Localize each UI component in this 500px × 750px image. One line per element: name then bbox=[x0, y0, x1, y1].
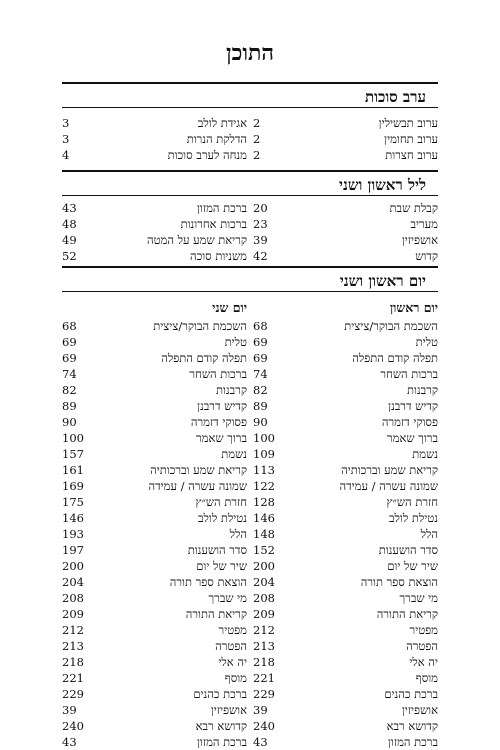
toc-entry-page-number: 218 bbox=[253, 655, 275, 669]
toc-entry bbox=[253, 200, 438, 216]
toc-entry-page-number: 39 bbox=[62, 703, 77, 717]
toc-entry bbox=[253, 318, 438, 334]
toc-entry-page-number: 209 bbox=[62, 607, 84, 621]
toc-entry-page-number: 240 bbox=[62, 719, 84, 733]
section-heading-first-second-night: ליל ראשון ושני bbox=[62, 170, 438, 196]
toc-entry-label: יה אלי bbox=[218, 655, 247, 669]
toc-entry bbox=[253, 398, 438, 414]
toc-entry-label: תפלה קודם התפלה bbox=[352, 351, 438, 365]
section-heading-erev-sukkot: ערב סוכות bbox=[62, 82, 438, 108]
toc-entry-label: שיר של יום bbox=[196, 559, 247, 573]
toc-entry-page-number: 68 bbox=[62, 319, 77, 333]
toc-entry-label: ברכות השחר bbox=[189, 367, 247, 381]
toc-entry-page-number: 197 bbox=[62, 543, 84, 557]
toc-entry-page-number: 213 bbox=[253, 639, 275, 653]
toc-entry-label: משניות סוכה bbox=[189, 249, 247, 263]
toc-column-day-left bbox=[62, 318, 247, 750]
toc-entry-page-number: 161 bbox=[62, 463, 84, 477]
toc-entry-label: מי שברך bbox=[208, 591, 247, 605]
toc-entry bbox=[62, 494, 247, 510]
toc-entry bbox=[62, 430, 247, 446]
toc-entry-label: שמונה עשרה / עמידה bbox=[148, 479, 247, 493]
toc-entry-page-number: 218 bbox=[62, 655, 84, 669]
toc-entry bbox=[253, 494, 438, 510]
toc-entry-label: ברוך שאמר bbox=[387, 431, 438, 445]
toc-entry-page-number: 2 bbox=[253, 148, 261, 162]
toc-entry-label: מי שברך bbox=[399, 591, 438, 605]
toc-entry bbox=[62, 622, 247, 638]
toc-entry-label: קדושא רבא bbox=[386, 719, 438, 733]
toc-entry-page-number: 90 bbox=[62, 415, 77, 429]
toc-entry-label: השכמת הבוקר/ציצית bbox=[153, 319, 247, 333]
toc-entry bbox=[253, 350, 438, 366]
toc-entry bbox=[62, 606, 247, 622]
toc-entry bbox=[62, 350, 247, 366]
toc-entry-page-number: 209 bbox=[253, 607, 275, 621]
toc-entry bbox=[253, 686, 438, 702]
toc-entry bbox=[62, 478, 247, 494]
toc-entry bbox=[62, 654, 247, 670]
toc-entry-page-number: 229 bbox=[62, 687, 84, 701]
toc-entry-page-number: 240 bbox=[253, 719, 275, 733]
toc-entry-page-number: 20 bbox=[253, 201, 268, 215]
toc-entry bbox=[62, 414, 247, 430]
toc-entry-label: ברכת המזון bbox=[197, 735, 247, 749]
toc-entry bbox=[253, 478, 438, 494]
toc-entry bbox=[62, 590, 247, 606]
toc-entry bbox=[253, 702, 438, 718]
toc-entry-label: פסוקי דזמרה bbox=[381, 415, 438, 429]
toc-entry bbox=[62, 638, 247, 654]
toc-entry-page-number: 2 bbox=[253, 132, 261, 146]
toc-entry-page-number: 212 bbox=[62, 623, 84, 637]
toc-entry-label: חזרת הש״ץ bbox=[195, 495, 247, 509]
toc-entry-label: הלל bbox=[420, 527, 438, 541]
toc-entry bbox=[253, 232, 438, 248]
toc-entry bbox=[253, 115, 438, 131]
toc-entry bbox=[62, 366, 247, 382]
toc-entry bbox=[253, 462, 438, 478]
toc-entry-label: ברכת המזון bbox=[197, 201, 247, 215]
toc-entry-label: מפטיר bbox=[218, 623, 247, 637]
toc-entry-page-number: 113 bbox=[253, 463, 275, 477]
toc-entry bbox=[62, 670, 247, 686]
toc-entry-label: ערוב תחומין bbox=[384, 132, 438, 146]
toc-entry bbox=[253, 446, 438, 462]
toc-entry bbox=[62, 542, 247, 558]
toc-entry-page-number: 69 bbox=[253, 335, 268, 349]
toc-entry-page-number: 48 bbox=[62, 217, 77, 231]
page-title: התוכן bbox=[225, 40, 275, 66]
toc-entry bbox=[62, 462, 247, 478]
toc-entry-label: ברוך שאמר bbox=[196, 431, 247, 445]
toc-entry-label: מעריב bbox=[410, 217, 438, 231]
toc-entry bbox=[62, 248, 247, 264]
toc-entry-page-number: 146 bbox=[253, 511, 275, 525]
toc-entry-page-number: 109 bbox=[253, 447, 275, 461]
toc-entry bbox=[253, 734, 438, 750]
toc-column-night-right bbox=[253, 200, 438, 264]
toc-entry-page-number: 193 bbox=[62, 527, 84, 541]
toc-entry-label: מוסף bbox=[224, 671, 247, 685]
toc-entry-label: קבלת שבת bbox=[389, 201, 438, 215]
toc-entry-label: קריאת התורה bbox=[185, 607, 247, 621]
toc-entry-page-number: 3 bbox=[62, 132, 70, 146]
toc-entry-label: שיר של יום bbox=[387, 559, 438, 573]
toc-entry bbox=[253, 430, 438, 446]
toc-entry-label: הוצאת ספר תורה bbox=[169, 575, 247, 589]
toc-entry-label: קדושא רבא bbox=[195, 719, 247, 733]
toc-entry-label: ברכות אחרונות bbox=[180, 217, 247, 231]
toc-entry-label: נשמת bbox=[221, 447, 247, 461]
toc-entry-label: השכמת הבוקר/ציצית bbox=[344, 319, 438, 333]
toc-entry-label: ברכות השחר bbox=[380, 367, 438, 381]
toc-entry bbox=[62, 200, 247, 216]
toc-entry bbox=[253, 382, 438, 398]
toc-entry bbox=[62, 734, 247, 750]
toc-entry-page-number: 69 bbox=[62, 335, 77, 349]
toc-entry-page-number: 169 bbox=[62, 479, 84, 493]
toc-entry-label: ערוב חצרות bbox=[385, 148, 438, 162]
toc-entry bbox=[62, 558, 247, 574]
toc-entry-page-number: 90 bbox=[253, 415, 268, 429]
toc-entry bbox=[62, 115, 247, 131]
toc-entry bbox=[253, 638, 438, 654]
toc-entry-label: הוצאת ספר תורה bbox=[360, 575, 438, 589]
toc-entry-label: הלל bbox=[229, 527, 247, 541]
toc-entry-page-number: 208 bbox=[62, 591, 84, 605]
toc-entry bbox=[62, 232, 247, 248]
toc-entry-page-number: 43 bbox=[62, 201, 77, 215]
toc-entry-label: חזרת הש״ץ bbox=[386, 495, 438, 509]
toc-entry-page-number: 42 bbox=[253, 249, 268, 263]
toc-entry-label: מוסף bbox=[415, 671, 438, 685]
toc-entry-page-number: 100 bbox=[253, 431, 275, 445]
toc-entry-label: הדלקת הנרות bbox=[186, 132, 247, 146]
toc-entry-page-number: 200 bbox=[253, 559, 275, 573]
toc-entry bbox=[253, 414, 438, 430]
toc-entry-page-number: 229 bbox=[253, 687, 275, 701]
toc-entry-label: נטילת לולב bbox=[389, 511, 438, 525]
toc-entry-page-number: 213 bbox=[62, 639, 84, 653]
toc-entry-page-number: 39 bbox=[253, 233, 268, 247]
toc-entry bbox=[253, 654, 438, 670]
toc-entry bbox=[253, 248, 438, 264]
toc-entry bbox=[62, 131, 247, 147]
toc-entry-label: נטילת לולב bbox=[198, 511, 247, 525]
toc-entry-page-number: 43 bbox=[253, 735, 268, 749]
toc-entry-page-number: 39 bbox=[253, 703, 268, 717]
toc-entry bbox=[62, 334, 247, 350]
toc-entry-page-number: 74 bbox=[253, 367, 268, 381]
toc-entry-label: ערוב תבשילין bbox=[378, 116, 438, 130]
toc-entry-page-number: 68 bbox=[253, 319, 268, 333]
toc-entry bbox=[253, 526, 438, 542]
toc-entry-page-number: 89 bbox=[253, 399, 268, 413]
toc-entry bbox=[62, 526, 247, 542]
toc-entry-label: סדר הושענות bbox=[378, 543, 438, 557]
toc-entry-page-number: 208 bbox=[253, 591, 275, 605]
toc-entry-page-number: 148 bbox=[253, 527, 275, 541]
section-heading-first-second-day: יום ראשון ושני bbox=[62, 266, 438, 292]
toc-entry-page-number: 89 bbox=[62, 399, 77, 413]
toc-entry bbox=[62, 718, 247, 734]
toc-entry-label: יה אלי bbox=[409, 655, 438, 669]
toc-entry bbox=[253, 574, 438, 590]
toc-entry-label: טלית bbox=[224, 335, 247, 349]
toc-column-erev-right bbox=[253, 115, 438, 163]
toc-entry bbox=[253, 718, 438, 734]
toc-entry-label: פסוקי דזמרה bbox=[190, 415, 247, 429]
toc-entry-page-number: 69 bbox=[253, 351, 268, 365]
toc-entry bbox=[253, 131, 438, 147]
toc-entry bbox=[62, 318, 247, 334]
toc-entry-page-number: 82 bbox=[62, 383, 77, 397]
toc-entry bbox=[253, 334, 438, 350]
toc-column-night-left bbox=[62, 200, 247, 264]
toc-entry-page-number: 43 bbox=[62, 735, 77, 749]
toc-entry-page-number: 128 bbox=[253, 495, 275, 509]
toc-entry-page-number: 100 bbox=[62, 431, 84, 445]
toc-entry-page-number: 4 bbox=[62, 148, 70, 162]
toc-entry-page-number: 221 bbox=[62, 671, 84, 685]
column-heading-first-day: יום ראשון bbox=[389, 300, 438, 315]
toc-entry bbox=[253, 558, 438, 574]
toc-entry-label: אושפיזין bbox=[401, 233, 438, 247]
toc-entry-page-number: 221 bbox=[253, 671, 275, 685]
toc-entry-page-number: 152 bbox=[253, 543, 275, 557]
toc-entry-page-number: 49 bbox=[62, 233, 77, 247]
toc-entry-page-number: 52 bbox=[62, 249, 77, 263]
toc-entry-page-number: 3 bbox=[62, 116, 70, 130]
toc-entry bbox=[62, 702, 247, 718]
toc-entry bbox=[253, 216, 438, 232]
toc-entry-label: מפטיר bbox=[409, 623, 438, 637]
toc-entry bbox=[253, 366, 438, 382]
toc-entry-label: שמונה עשרה / עמידה bbox=[339, 479, 438, 493]
toc-entry bbox=[253, 510, 438, 526]
toc-entry-page-number: 2 bbox=[253, 116, 261, 130]
toc-entry bbox=[253, 670, 438, 686]
toc-entry bbox=[253, 590, 438, 606]
toc-entry bbox=[62, 147, 247, 163]
toc-entry-label: אושפיזין bbox=[401, 703, 438, 717]
toc-entry-label: סדר הושענות bbox=[187, 543, 247, 557]
toc-entry bbox=[62, 446, 247, 462]
toc-entry-label: קרבנות bbox=[215, 383, 247, 397]
toc-entry-label: טלית bbox=[415, 335, 438, 349]
toc-entry-label: קריאת התורה bbox=[376, 607, 438, 621]
toc-column-day-right bbox=[253, 318, 438, 750]
toc-entry bbox=[62, 686, 247, 702]
toc-entry-page-number: 82 bbox=[253, 383, 268, 397]
toc-entry-label: הפטרה bbox=[406, 639, 438, 653]
toc-entry-label: קריאת שמע וברכותיה bbox=[341, 463, 438, 477]
toc-entry-label: אושפיזין bbox=[210, 703, 247, 717]
toc-entry bbox=[62, 398, 247, 414]
toc-entry-label: קריאת שמע על המטה bbox=[146, 233, 247, 247]
toc-entry-label: ברכת כהנים bbox=[384, 687, 438, 701]
toc-entry-label: ברכת כהנים bbox=[193, 687, 247, 701]
toc-entry bbox=[253, 147, 438, 163]
toc-entry-label: אגידת לולב bbox=[197, 116, 247, 130]
toc-entry bbox=[62, 216, 247, 232]
toc-entry-label: קריאת שמע וברכותיה bbox=[150, 463, 247, 477]
toc-entry bbox=[253, 542, 438, 558]
toc-entry-page-number: 175 bbox=[62, 495, 84, 509]
toc-entry bbox=[62, 382, 247, 398]
toc-column-erev-left bbox=[62, 115, 247, 163]
toc-entry-page-number: 200 bbox=[62, 559, 84, 573]
toc-entry-label: מנחה לערב סוכות bbox=[167, 148, 247, 162]
toc-entry-label: ברכת המזון bbox=[388, 735, 438, 749]
toc-entry-label: קדיש דרבנן bbox=[388, 399, 438, 413]
toc-entry-page-number: 69 bbox=[62, 351, 77, 365]
toc-entry bbox=[62, 574, 247, 590]
toc-entry-page-number: 74 bbox=[62, 367, 77, 381]
toc-entry-page-number: 157 bbox=[62, 447, 84, 461]
toc-entry-page-number: 23 bbox=[253, 217, 268, 231]
toc-entry-label: נשמת bbox=[412, 447, 438, 461]
toc-entry-page-number: 122 bbox=[253, 479, 275, 493]
toc-entry-label: קדיש דרבנן bbox=[197, 399, 247, 413]
toc-entry-label: הפטרה bbox=[215, 639, 247, 653]
toc-entry-label: תפלה קודם התפלה bbox=[161, 351, 247, 365]
toc-entry-page-number: 204 bbox=[62, 575, 84, 589]
toc-entry bbox=[62, 510, 247, 526]
toc-entry-page-number: 146 bbox=[62, 511, 84, 525]
toc-entry bbox=[253, 606, 438, 622]
toc-entry-page-number: 212 bbox=[253, 623, 275, 637]
toc-entry-label: קרבנות bbox=[406, 383, 438, 397]
column-heading-second-day: יום שני bbox=[212, 300, 247, 315]
toc-entry-label: קדוש bbox=[415, 249, 438, 263]
toc-entry bbox=[253, 622, 438, 638]
toc-entry-page-number: 204 bbox=[253, 575, 275, 589]
